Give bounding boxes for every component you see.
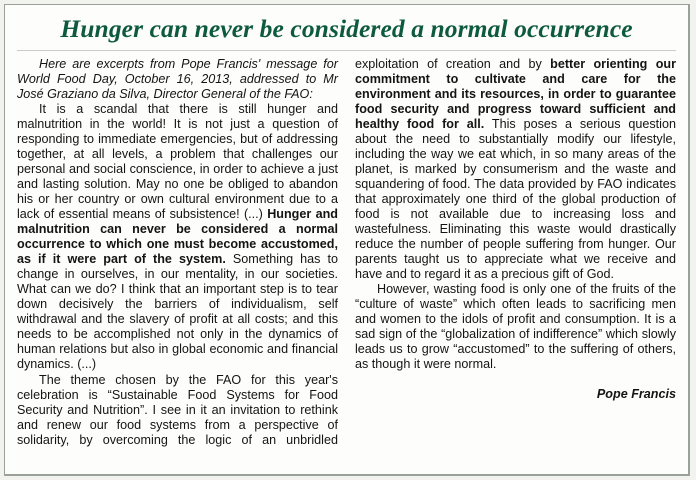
article-columns <box>17 57 676 461</box>
article-intro: Here are excerpts from Pope Francis' message for World Food Day, October 16, 2013, addressed to Mr José Graziano da Silva, Director General of the FAO: <box>17 56 338 101</box>
article-paragraph <box>355 282 676 372</box>
emphasis-run: Hunger and malnutrition can never be considered a normal occurrence to which one must become accustomed, as if it were part of the system. <box>17 207 338 267</box>
text-run: This poses a serious question about the need to substantially modify our lifestyle, including the way we eat which, in so many areas of the planet, is marked by consumerism and the waste and squandering of food. The data provided by FAO indicates that approximately one third of the global production of food is not available due to increasing loss and wastefulness. Eliminating this waste would drastically reduce the number of people suffering from hunger. Our parents taught us to appreciate what we receive and have and to regard it as a precious gift of God. <box>355 116 676 282</box>
text-run: Something has to change in ourselves, in our mentality, in our societies. What can we do? I think that an important step is to tear down decisively the barriers of individualism, self withdrawal and the slavery of profit at all costs; and this needs to be accomplished not only in the dynamics of human relations but also in global economic and financial dynamics. (...) <box>17 252 338 372</box>
article-signature: Pope Francis <box>596 386 676 401</box>
text-run: The theme chosen by the FAO for this year's celebration is “Sustainable Food Systems for Food Security and Nutrition”. I see in it an invitation to rethink and renew our food systems from a perspective of solidarity, by overcoming the logic of an unbridled exploitation of creation and by <box>17 56 551 447</box>
headline-divider <box>17 50 676 51</box>
text-run: It is a scandal that there is still hunger and malnutrition in the world! It is not just a question of responding to immediate emergencies, but of addressing together, at all levels, a problem that challenges our personal and social conscience, in order to achieve a just and lasting solution. May no one be obliged to abandon his or her country or own cultural environment due to a lack of essential means of subsistence! (...) <box>17 101 338 222</box>
article-headline: Hunger can never be considered a normal occurrence <box>60 14 633 43</box>
emphasis-run: better orienting our commitment to cultivate and care for the environment and its resources, in order to guarantee food security and progress toward sufficient and healthy food for all. <box>355 56 676 131</box>
article-paragraph <box>17 102 338 373</box>
article-frame <box>4 4 690 476</box>
text-run: However, wasting food is only one of the fruits of the “culture of waste” which often leads to sacrificing men and women to the idols of profit and consumption. It is a sad sign of the “globalization of indifference” which slowly leads us to grow “accustomed” to the suffering of others, as though it were normal. <box>355 282 676 372</box>
